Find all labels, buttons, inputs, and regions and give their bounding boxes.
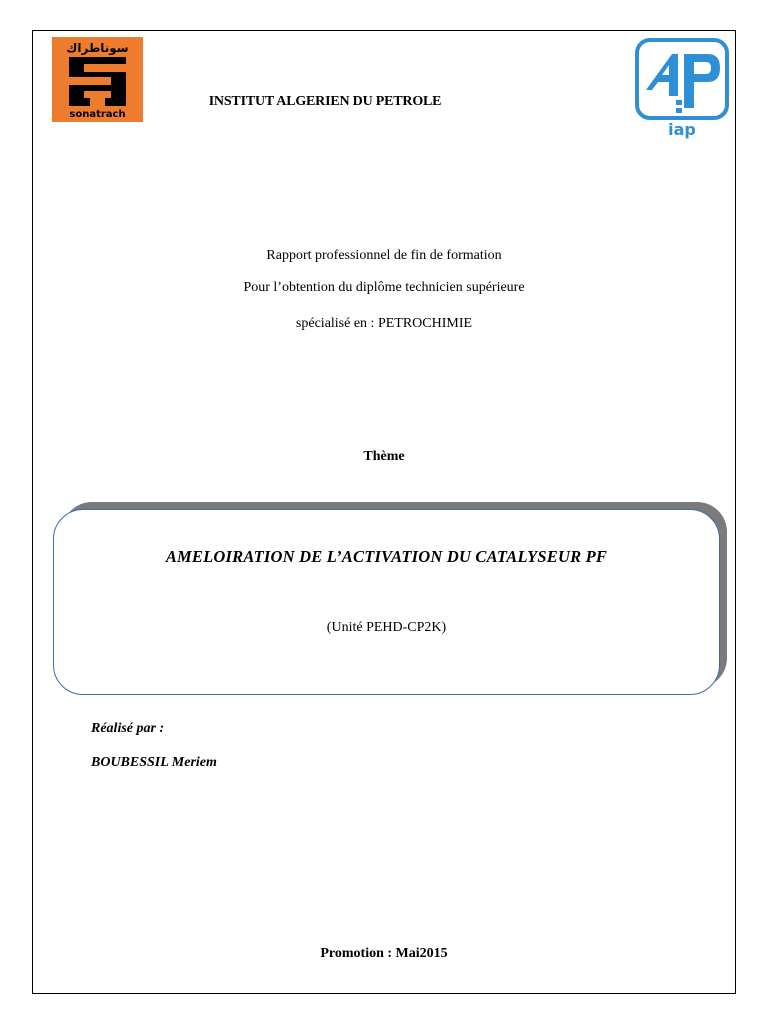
- iap-logo: [634, 38, 730, 140]
- theme-label: Thème: [363, 449, 405, 464]
- sonatrach-logo: [52, 37, 143, 122]
- thesis-title: AMELOIRATION DE L’ACTIVATION DU CATALYSEUR PF: [165, 547, 608, 566]
- iap-logo-text: iap: [668, 120, 696, 139]
- sonatrach-emblem-icon: [52, 37, 143, 122]
- report-line-1: Rapport professionnel de fin de formation: [266, 248, 502, 263]
- sonatrach-arabic-text: سوناطراك: [66, 41, 129, 55]
- title-box: [53, 509, 720, 695]
- sonatrach-logo-text: sonatrach: [69, 109, 126, 120]
- iap-emblem-icon: [634, 38, 730, 140]
- author-label: Réalisé par :: [91, 721, 165, 736]
- report-line-2: Pour l’obtention du diplôme technicien supérieure: [243, 280, 525, 295]
- thesis-subtitle: (Unité PEHD-CP2K): [326, 620, 447, 635]
- promotion-line: Promotion : Mai2015: [320, 946, 448, 961]
- institute-name: INSTITUT ALGERIEN DU PETROLE: [208, 94, 442, 109]
- report-line-3: spécialisé en : PETROCHIMIE: [295, 316, 473, 331]
- author-name: BOUBESSIL Meriem: [91, 755, 217, 770]
